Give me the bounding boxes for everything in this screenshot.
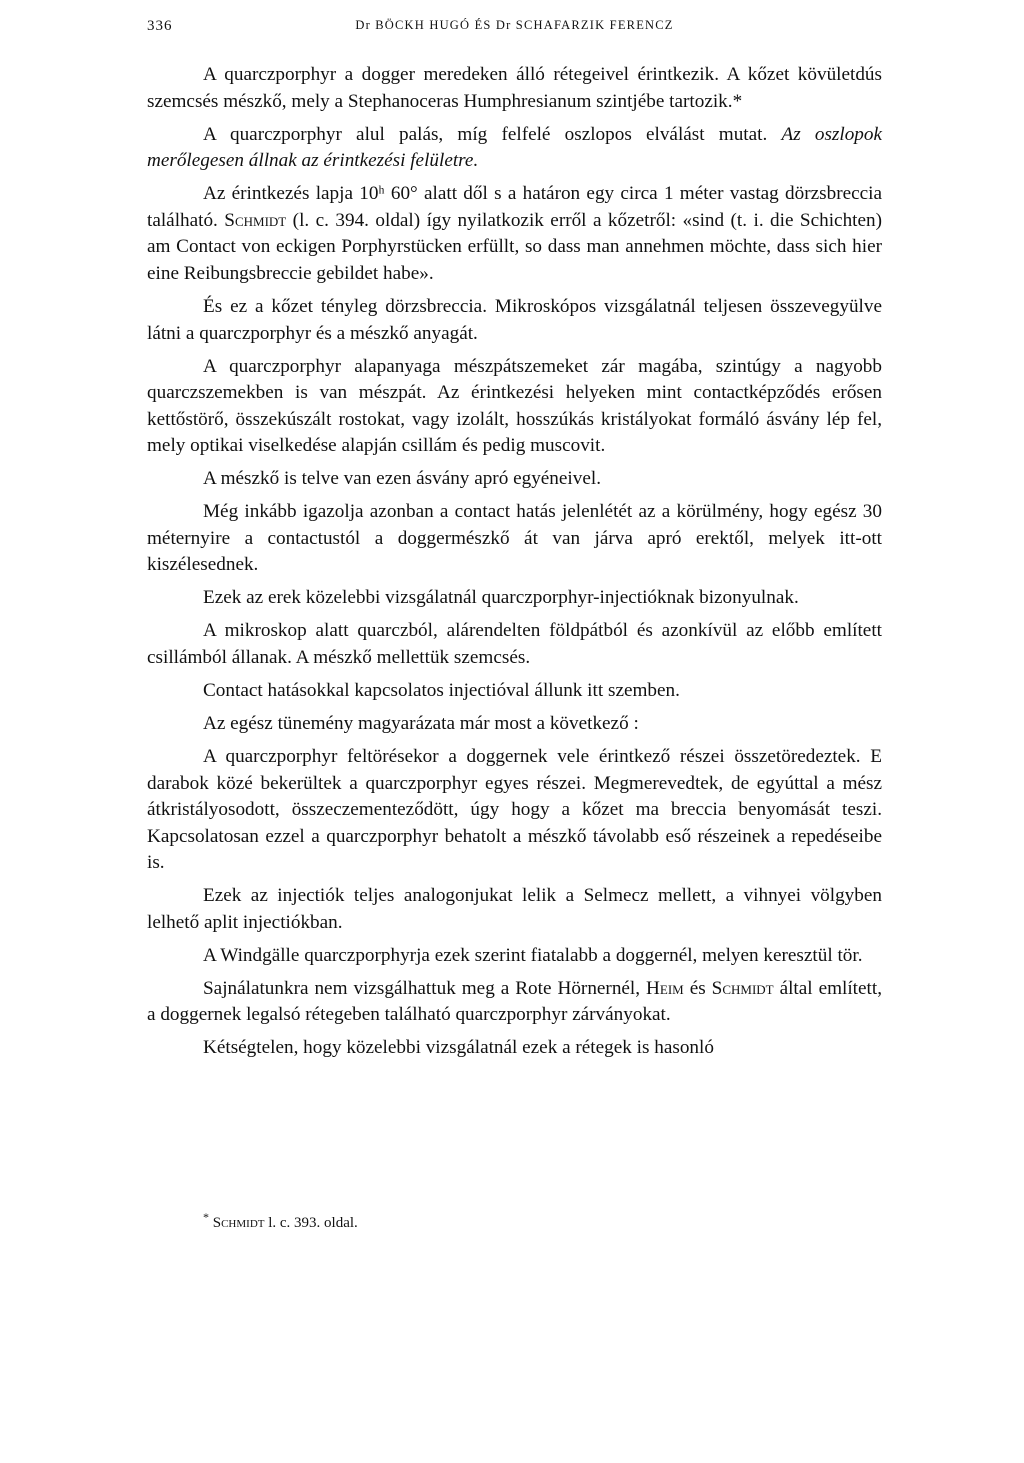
paragraph: Az egész tünemény magyarázata már most a következő : [203,712,639,734]
paragraph: A Windgälle quarczporphyrja ezek szerint fiatalabb a doggernél, melyen keresztül tör. [203,944,863,966]
paragraph: Contact hatásokkal kapcsolatos injectióval állunk itt szemben. [203,679,680,701]
text-run: A quarczporphyr alul palás, míg felfelé oszlopos elválást mutat. [203,123,782,145]
paragraph: Ezek az injectiók teljes analogonjukat lelik a Selmecz mellett, a vihnyei völgyben lelhető aplit injectiókban. [147,885,882,933]
paragraph [147,181,882,287]
paragraph: Még inkább igazolja azonban a contact hatás jelenlétét az a körülmény, hogy egész 30 méternyire a contactustól a doggermészkő át van járva apró erektől, melyek itt-ott kiszélesednek. [147,501,882,576]
page-header [147,12,882,42]
footnote-mark: * [203,1210,209,1224]
author-name: Schmidt [224,209,287,231]
footnote-text: l. c. 393. oldal. [264,1215,358,1231]
paragraph [147,122,882,175]
paragraph: A quarczporphyr a dogger meredeken álló rétegeivel érintkezik. A kőzet kövületdús szemcsés mészkő, mely a Stephanoceras Humphresianum szintjébe tartozik.* [147,64,882,112]
text-run: által említett, a doggernek legalsó rétegeben található quarczporphyr zárványokat. [147,977,882,1026]
paragraph [147,976,882,1029]
page-number: 336 [147,18,173,34]
body-text [147,62,882,1068]
running-head: Dr BÖCKH HUGÓ ÉS Dr SCHAFARZIK FERENCZ [355,18,674,32]
footnote [203,1210,358,1232]
footnote-author: Schmidt [212,1215,265,1231]
paragraph: A quarczporphyr alapanyaga mészpátszemeket zár magába, szintúgy a nagyobb quarczszemekben is van mészpát. Az érintkezési helyeken mint contactképződés erősen kettőstörő, összekúszált rostokat, vagy izolált, hosszúkás kristályokat formáló ásvány lép fel, mely optikai viselkedése alapján csillám és pedig muscovit. [147,355,882,457]
author-name: Heim [646,977,684,999]
paragraph: És ez a kőzet tényleg dörzsbreccia. Mikroskópos vizsgálatnál teljesen összevegyülve látni a quarczporphyr és a mészkő anyagát. [147,295,882,344]
paragraph: A mikroskop alatt quarczból, alárendelten földpátból és azonkívül az előbb említett csillámból állanak. A mészkő mellettük szemcsés. [147,620,882,668]
text-run: Az érintkezés lapja 10ʰ 60° alatt dől s a határon egy circa 1 méter vastag dörzsbreccia található. [147,183,882,231]
italic-text: Az oszlopok merőlegesen állnak az érintkezési felületre. [147,123,883,172]
paragraph: A quarczporphyr feltörésekor a doggernek vele érintkező részei összetöredeztek. E darabok közé bekerültek a quarczporphyr egyes részei. Megmerevedtek, de egyúttal a mész átkristályosodott, összeczementeződött, úgy hogy a kőzet ma breccia benyomását teszi. Kapcsolatosan ezzel a quarczporphyr behatolt a mészkő távolabb eső részeinek a repedéseibe is. [147,745,882,874]
author-name: Schmidt [711,977,774,999]
paragraph: A mészkő is telve van ezen ásvány apró egyéneivel. [203,468,601,490]
text-run: (l. c. 394. oldal) így nyilatkozik erről a kőzetről: «sind (t. i. die Schichten) am Contact von eckigen Porphyrstücken erfüllt, so dass man annehmen möchte, dass sich hier eine Reibungsbreccie gebildet habe». [147,209,882,284]
text-run: Sajnálatunkra nem vizsgálhattuk meg a Rote Hörnernél, [203,977,647,999]
text-run: és [683,977,712,999]
paragraph: Ezek az erek közelebbi vizsgálatnál quarczporphyr-injectióknak bizonyulnak. [203,587,799,609]
paragraph: Kétségtelen, hogy közelebbi vizsgálatnál ezek a rétegek is hasonló [203,1037,714,1059]
